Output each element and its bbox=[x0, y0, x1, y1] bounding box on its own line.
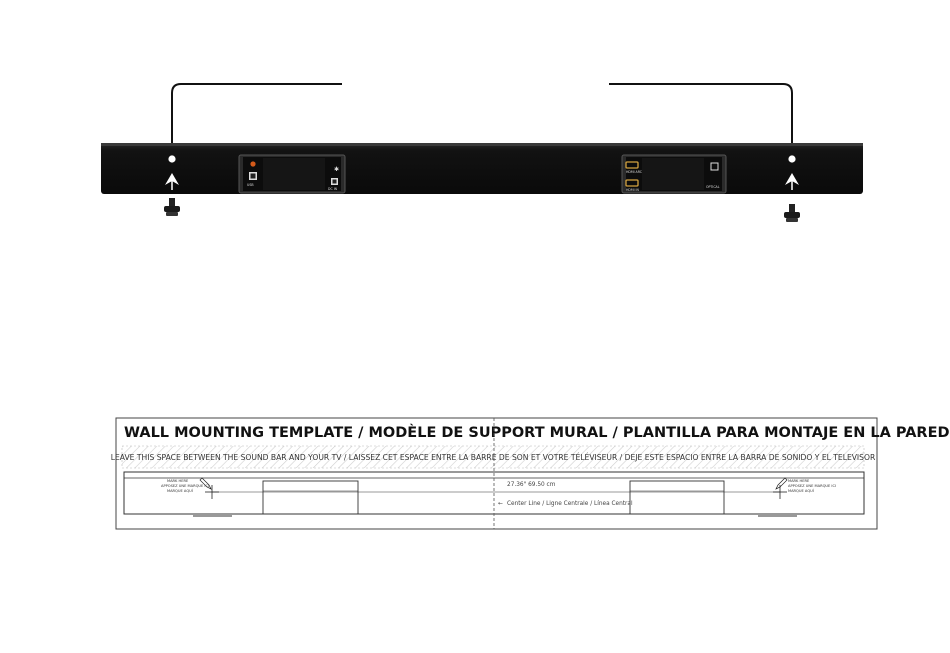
mounting-screw-icon bbox=[784, 204, 800, 222]
mount-point-left bbox=[168, 155, 175, 162]
measurement-label: 27.36" 69.50 cm bbox=[507, 482, 556, 488]
mounting-screw-icon bbox=[164, 198, 180, 216]
mark-left-line-3: MARQUE AQUÍ bbox=[167, 489, 193, 493]
left-port-panel bbox=[239, 155, 345, 193]
right-port-panel bbox=[622, 155, 726, 193]
center-line-arrow-icon: ← bbox=[498, 501, 503, 507]
bluetooth-icon: ✱ bbox=[334, 166, 340, 173]
clearance-note: LEAVE THIS SPACE BETWEEN THE SOUND BAR AND YOUR TV / LAISSEZ CET ESPACE ENTRE LA BARRE DE SON ET VOTRE TÉLÉVISEUR / DEJE ESTE ESPACIO ENTRE LA BARRA DE SONIDO Y EL TELEVISOR bbox=[110, 453, 876, 462]
wall-mounting-template bbox=[111, 418, 950, 529]
soundbar-diagram bbox=[101, 84, 863, 222]
mark-right-line-2: APPOSEZ UNE MARQUE ICI bbox=[788, 484, 837, 488]
power-led-icon bbox=[250, 161, 255, 166]
template-title: WALL MOUNTING TEMPLATE / MODÈLE DE SUPPORT MURAL / PLANTILLA PARA MONTAJE EN LA PARED bbox=[124, 425, 950, 441]
mount-point-right bbox=[788, 155, 795, 162]
mark-right-line-1: MARK HERE bbox=[788, 479, 810, 483]
center-line-label: Center Line / Ligne Centrale / Línea Central bbox=[507, 501, 633, 507]
right-panel-label-optical: OPTICAL bbox=[706, 185, 720, 189]
right-panel-label-hdmi-in: HDMI IN bbox=[626, 188, 639, 192]
mark-right-line-3: MARQUE AQUÍ bbox=[788, 489, 814, 493]
left-panel-label-dcin: DC IN bbox=[328, 187, 338, 191]
mark-left-line-2: APPOSEZ UNE MARQUE ICI bbox=[161, 484, 210, 488]
mark-left-line-1: MARK HERE bbox=[167, 479, 189, 483]
soundbar-body bbox=[101, 143, 863, 194]
right-panel-label-hdmi-arc: HDMI ARC bbox=[626, 170, 643, 174]
left-panel-label-usb: USB bbox=[247, 183, 254, 187]
